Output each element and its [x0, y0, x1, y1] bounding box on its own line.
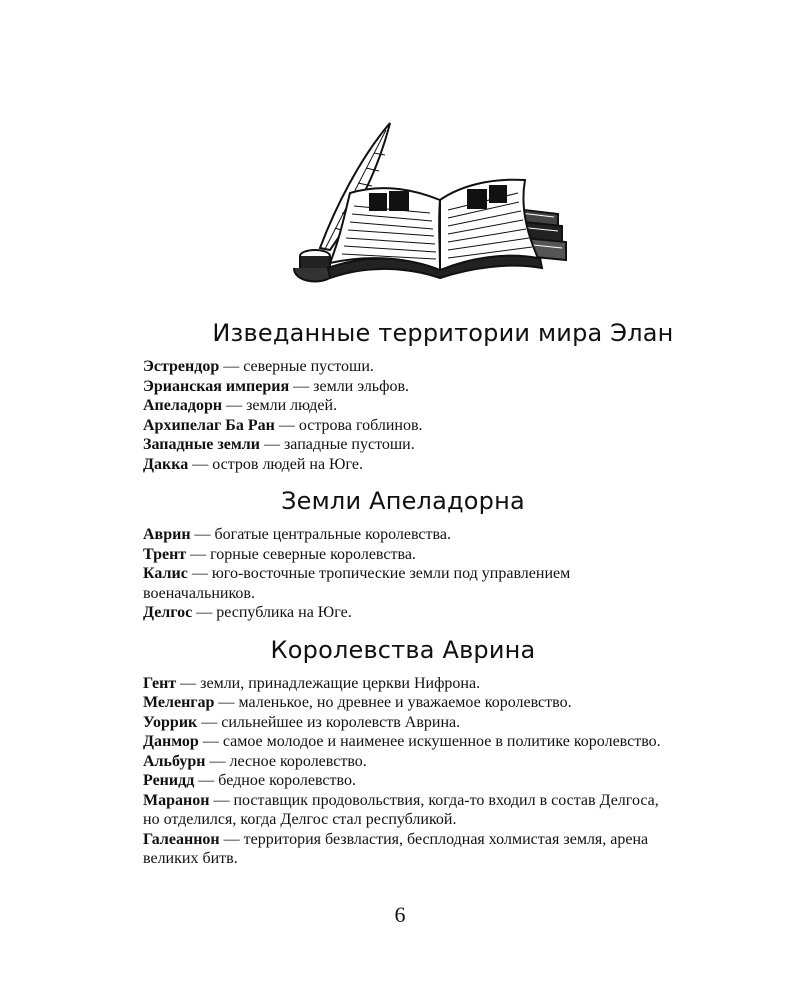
list-item — [143, 416, 663, 436]
list-item — [143, 713, 663, 733]
list-item — [143, 435, 663, 455]
section-heading: Королевства Аврина — [270, 635, 536, 664]
list-item — [143, 674, 663, 694]
entry-term: Уоррик — [143, 713, 198, 731]
entry-description: — юго-восточные тропические земли под управлением военачальников. — [143, 565, 571, 602]
list-item — [143, 564, 663, 603]
entry-term: Делгос — [143, 604, 193, 621]
entry-description: — самое молодое и наименее искушенное в политике королевство. — [198, 733, 661, 750]
entry-term: Альбурн — [143, 752, 206, 770]
list-item — [143, 525, 663, 545]
entry-description: — поставщик продовольствия, когда-то входил в состав Делгоса, но отделился, когда Делгос стал республикой. — [143, 791, 659, 828]
entry-description: — западные пустоши. — [259, 436, 415, 453]
entry-description: — республика на Юге. — [192, 604, 352, 621]
entry-description: — горные северные королевства. — [186, 545, 416, 563]
list-item — [143, 357, 663, 377]
entry-term: Калис — [143, 565, 188, 582]
section-heading: Земли Апеладорна — [281, 487, 525, 515]
entry-description: — маленькое, но древнее и уважаемое королевство. — [214, 694, 572, 711]
entry-description: — острова гоблинов. — [274, 416, 423, 434]
entry-description: — бедное королевство. — [194, 772, 356, 789]
list-item — [143, 791, 663, 830]
entry-term: Архипелаг Ба Ран — [143, 416, 275, 434]
entry-description: — земли людей. — [222, 397, 338, 414]
list-item — [143, 396, 663, 416]
list-item — [143, 545, 663, 565]
entry-term: Трент — [143, 545, 187, 563]
entry-description: — сильнейшее из королевств Аврина. — [197, 713, 461, 731]
list-item — [143, 377, 663, 397]
entry-term: Гент — [143, 674, 177, 692]
entry-term: Маранон — [143, 791, 210, 809]
entry-term: Галеаннон — [143, 830, 220, 848]
entry-description: — земли эльфов. — [289, 377, 410, 395]
entry-description: — богатые центральные королевства. — [190, 526, 451, 543]
list-item — [143, 830, 663, 869]
entry-term: Меленгар — [143, 694, 215, 711]
entry-description: — северные пустоши. — [219, 358, 374, 375]
entry-term: Эрианская империя — [143, 377, 290, 395]
section-heading: Изведанные территории мира Элан — [212, 319, 674, 347]
list-item — [143, 693, 663, 713]
list-item — [143, 732, 663, 752]
entry-term: Западные земли — [143, 436, 260, 453]
entry-term: Аврин — [143, 526, 191, 543]
page-number: 6 — [394, 902, 406, 927]
list-item — [143, 752, 663, 772]
entry-description: — лесное королевство. — [205, 752, 367, 770]
open-book-with-quill-illustration — [290, 118, 570, 298]
list-item — [143, 455, 663, 475]
entry-description: — земли, принадлежащие церкви Нифрона. — [176, 674, 481, 692]
list-item — [143, 603, 663, 623]
entry-description: — остров людей на Юге. — [188, 455, 363, 473]
entry-term: Эстрендор — [143, 358, 220, 375]
entry-description: — территория безвластия, бесплодная холмистая земля, арена великих битв. — [143, 830, 649, 867]
entry-term: Дакка — [143, 455, 189, 473]
entry-term: Ренидд — [143, 772, 195, 789]
entry-term: Данмор — [143, 733, 199, 750]
list-item — [143, 771, 663, 791]
entry-term: Апеладорн — [143, 397, 223, 414]
document-body — [143, 318, 674, 869]
